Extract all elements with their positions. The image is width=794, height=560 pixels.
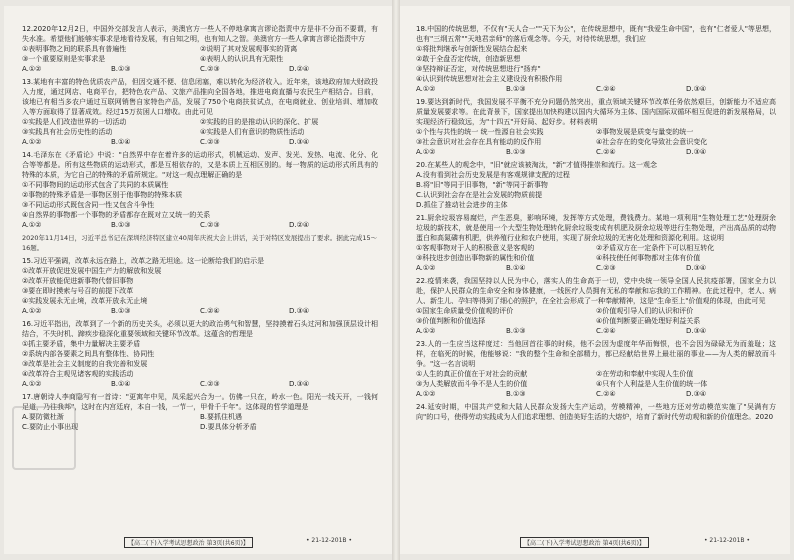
choice: C.②④ — [596, 390, 616, 398]
option: ③为人类解放而斗争不是人生的价值 — [416, 380, 528, 388]
question-stem: 20.在某些人的观念中，"旧"就应该被淘汰，"新"才值得推崇和流行。这一观念 — [416, 161, 658, 169]
option: B.要抓住机遇 — [200, 413, 243, 421]
choice: A.①② — [22, 138, 42, 146]
option: C.要防止小事出现 — [22, 423, 79, 431]
question-21 — [416, 213, 776, 273]
option: ①不同事物间的运动形式包含了共同的本质属性 — [22, 181, 169, 189]
option: ②在劳动和奉献中实现人生价值 — [596, 370, 694, 378]
option-list — [416, 127, 776, 147]
question-stem: 12.2020年12月2日，中国外交部发言人表示，美澳官方一些人不停地拿寓言谬论指责中方是非不分而不要谓，有失水准。希望他们能够实事求是地看待发展，有自知之明，也有知人之智。美澳官方一些人拿寓言谬论指责中方 — [22, 25, 378, 43]
option: ②事物的特殊矛盾是一事物区别于他事物的特殊本质 — [22, 191, 183, 199]
option-list — [22, 117, 378, 137]
option: ①抓主要矛盾，集中力量解决主要矛盾 — [22, 340, 141, 348]
choice: B.①③ — [506, 390, 526, 398]
choice: C.②③ — [200, 65, 220, 73]
question-stem: 18.中国的传统思想，不仅有"天人合一""天下为公"，在传统思想中，既有"我爱生命中国"，也有"仁者爱人"等思想，也有"三纲五常""天地君亲师"的落后观念等。今天，对待传统思想，我们应 — [416, 25, 776, 43]
choice: C.②③ — [200, 221, 220, 229]
option: D.抓住了推动社会进步的主体 — [416, 201, 508, 209]
choice: D.②④ — [289, 65, 310, 73]
exam-page-left — [4, 6, 392, 554]
question-stem: 19.要达到新时代，我国发展不平衡不充分问题仍然突出，重点领域关键环节改革任务依然艰巨，创新能力不适应高质量发展要求等。在此背景下，国家提出加快构建以国内大循环为主体、国内国际双循环相互促进的新发展格局，以实现经济行稳致远，为"十四五"开好局、起好步。材料表明 — [416, 98, 776, 126]
option: ①改革开放促进发展中国生产力的解放和发展 — [22, 267, 162, 275]
question-stem: 23.人的一生应当这样度过：当他回首往事的时候，他不会因为虚度年华而悔恨，也不会因为碌碌无为而羞耻；这样，在临死的时候，他能够说："我的整个生命和全部精力，都已经献给世界上最壮丽的事业——为人类的解放而斗争。"这一名言说明 — [416, 340, 776, 368]
option: D.要具体分析矛盾 — [200, 423, 257, 431]
question-16 — [22, 319, 378, 389]
choice: C.②④ — [596, 148, 616, 156]
option: ③坚持辩证否定，对传统思想进行"扬弃" — [416, 65, 541, 73]
question-stem: 21.厨余垃圾容易腐烂，产生恶臭，影响环境，发挥等方式处理，费钱费力。某地一项利用"生物处理工艺"处理厨余垃圾的新技术，就是使用一个大型生物处理转化厨余垃圾变成有机肥及厨余垃圾等进行生物处理，产出高品质的动物蛋白和高氮磷有机肥，供养殖行业和农户使用，实现了厨余垃圾的无害化处理和资源化利用。这说明 — [416, 214, 776, 242]
choice: B.①③ — [506, 148, 526, 156]
option: ③改革是社会主义制度的自我完善和发展 — [22, 360, 148, 368]
footer-code: • 21-12-201B • — [703, 537, 750, 544]
answer-choices — [22, 64, 378, 74]
question-stem: 13.某地有丰富的特色优质农产品，但因交通不便、信息闭塞，难以转化为经济收入。近年来，该地政府加大财政投入力度，通过网店、电商平台，把特色农产品、文旅产品推向全国各地，推进电商直播与农民生产相结合。目前，该地已有相当多农户通过互联网销售自家特色产品，发展了750个电商扶贫试点，在电商就业、创业培训、增加收入等方面取得了显著成效。经过15万贫困人口增收。由此可见 — [22, 78, 378, 116]
answer-choices — [416, 263, 776, 273]
option: ③实践具有社会历史性的活动 — [22, 128, 113, 136]
option: ④实践发展永无止境，改革开放永无止境 — [22, 297, 148, 305]
question-23 — [416, 339, 776, 399]
choice: A.①② — [22, 65, 42, 73]
option: ④社会存在的变化导致社会意识变化 — [596, 138, 708, 146]
option: ①客观事物对于人的积极意义是客观的 — [416, 244, 535, 252]
choice: C.②④ — [200, 307, 220, 315]
choice: B.①③ — [111, 221, 131, 229]
option-list — [416, 369, 776, 389]
option: C.认识到社会存在是社会发展的物质前提 — [416, 191, 543, 199]
footer-code: • 21-12-201B • — [305, 537, 352, 544]
answer-choices — [22, 379, 378, 389]
choice: A.①② — [416, 390, 436, 398]
choice: D.③④ — [289, 307, 310, 315]
question-18 — [416, 24, 776, 94]
option: ③科技进步创造出事物新的属性和价值 — [416, 254, 535, 262]
answer-choices — [22, 137, 378, 147]
choice: D.③④ — [686, 148, 707, 156]
answer-choices — [416, 326, 776, 336]
answer-choices — [416, 84, 776, 94]
question-19 — [416, 97, 776, 157]
choice: B.①③ — [111, 65, 131, 73]
option: ④实践是人们有意识的物质性活动 — [200, 128, 305, 136]
choice: C.②④ — [596, 327, 616, 335]
answer-choices — [416, 389, 776, 399]
choice: B.①④ — [506, 264, 526, 272]
material-note: 2020年11月14日，习近平总书记在深圳经济特区建立40周年庆祝大会上讲话，关于对特区发展提出了要求。据此完成15～16题。 — [22, 234, 378, 252]
option: ①将批判继承与创新性发展结合起来 — [416, 45, 528, 53]
choice: B.①③ — [506, 327, 526, 335]
choice: C.②③ — [200, 138, 220, 146]
choice: C.②③ — [200, 380, 220, 388]
option: ④只有个人利益是人生价值的统一体 — [596, 380, 708, 388]
choice: C.②④ — [596, 85, 616, 93]
choice: D.③④ — [686, 264, 707, 272]
question-24 — [416, 402, 776, 422]
option: ②说明了其对发展观事实的背离 — [200, 45, 298, 53]
choice: A.①② — [416, 148, 436, 156]
question-stem: 14.毛泽东在《矛盾论》中说："自然界中存在着许多的运动形式，机械运动、发声、发光、发热、电流、化分、化合等等都是。所有这些物质的运动形式，都是互相依存的，又是本质上互相区别的。每一物质的运动形式所具有的特殊的本质，为它自己的特殊的矛盾所规定。"对这一观点理解正确的是 — [22, 151, 378, 179]
option: A.要防微杜渐 — [22, 413, 64, 421]
choice: B.①③ — [111, 307, 131, 315]
option: ①个性与共性的统一 统一性源自社会实践 — [416, 128, 544, 136]
option: ①实践是人们改造世界的一切活动 — [22, 118, 127, 126]
option: ①表明事物之间的联系具有普遍性 — [22, 45, 127, 53]
option-list — [416, 306, 776, 326]
answer-choices — [416, 147, 776, 157]
footer-title: 【高二(下)入学考试思想政治 第3页(共6页)】 — [124, 537, 253, 548]
page-footer — [4, 537, 392, 548]
option: ①人生的真正价值在于对社会的贡献 — [416, 370, 528, 378]
answer-choices — [22, 306, 378, 316]
option: ②改革开放能促进新事物代替旧事物 — [22, 277, 134, 285]
answer-choices — [22, 220, 378, 230]
question-20 — [416, 160, 776, 210]
option: ③价值判断和价值选择 — [416, 317, 486, 325]
choice: B.①④ — [111, 380, 131, 388]
choice: D.③④ — [289, 380, 310, 388]
option: ②矛盾双方在一定条件下可以相互转化 — [596, 244, 715, 252]
choice: D.③④ — [686, 85, 707, 93]
option: ③社会意识对社会存在具有能动的反作用 — [416, 138, 542, 146]
question-22 — [416, 276, 776, 336]
option: ②敢于全盘否定传统，创造新思想 — [416, 55, 521, 63]
question-stem: 15.习近平强调，改革永远在路上，改革之路无坦途。这一论断给我们的启示是 — [22, 257, 265, 265]
option: ②事物发展是质变与量变的统一 — [596, 128, 694, 136]
option: ④科技使任何事物都对主体有价值 — [596, 254, 701, 262]
footer-title: 【高二(下)入学考试思想政治 第4页(共6页)】 — [520, 537, 649, 548]
option: ④认识到传统思想对社会主义建设没有积极作用 — [416, 75, 563, 83]
option: ④表明人的认识具有无限性 — [200, 55, 284, 63]
choice: D.③④ — [289, 138, 310, 146]
choice: D.③④ — [686, 327, 707, 335]
option: A.没有看到社会历史发展是有客观规律支配的过程 — [416, 171, 570, 179]
page-footer — [400, 537, 790, 548]
option: B.将"旧"等同于旧事物，"新"等同于新事物 — [416, 181, 548, 189]
exam-page-right — [400, 6, 790, 554]
option: ③要在即时摸索与号召的前提下改革 — [22, 287, 134, 295]
page-fold — [392, 0, 400, 560]
choice: A.①② — [22, 307, 42, 315]
option: ③不同运动形式既包含同一性又包含斗争性 — [22, 201, 155, 209]
option: ②系统内部各要素之间具有整体性、协同性 — [22, 350, 155, 358]
option: ②价值观引导人们的认识和评价 — [596, 307, 694, 315]
option: ④价值判断要正确处理好利益关系 — [596, 317, 701, 325]
choice: D.②④ — [289, 221, 310, 229]
choice: A.①② — [22, 380, 42, 388]
question-stem: 22.疫情来袭，我国坚持以人民为中心，落实人的生命高于一切，党中央统一领导全国人民抗疫部署，国家全力以赴，保护人民群众的生命安全和身体健康，一线医疗人员拥有无私的奉献和忘我的工作精神。在此过程中，老人、病人、新生儿、孕妇等得到了细心的照护，在全社会形成了一种奉献精神，这是"生命至上"价值观的体现，由此可见 — [416, 277, 776, 305]
question-14 — [22, 150, 378, 230]
option: ③一个重要原则是实事求是 — [22, 55, 106, 63]
choice: A.①② — [416, 327, 436, 335]
question-stem: 16.习近平指出，改革到了一个新的历史关头，必须以更大的政治勇气和智慧，坚持摸着石头过河和加强顶层设计相结合，不失时机、蹄疾步稳深化重要领域和关键环节改革。这蕴含的哲理是 — [22, 320, 378, 338]
choice: C.②③ — [596, 264, 616, 272]
option: ①国家生命质量受价值观的评价 — [416, 307, 514, 315]
option: ②实践的目的是推动认识的深化、扩展 — [200, 118, 319, 126]
choice: D.③④ — [686, 390, 707, 398]
question-stem: 17.唐朝诗人李商隐写有一首诗："更寓年中见，凤采起兴合为一。仿佛一只在，岭水一色。阳光一线天开，一钱何足道，乃往我邦"，这时在内宫廷府，本自一钱，一节一，甲骨千千年"。这体现的哲学道理是 — [22, 393, 378, 411]
question-15 — [22, 256, 378, 316]
choice: B.①③ — [506, 85, 526, 93]
choice: A.①② — [22, 221, 42, 229]
option-list — [416, 243, 776, 263]
question-12 — [22, 24, 378, 74]
choice: B.①④ — [111, 138, 131, 146]
choice: A.①② — [416, 85, 436, 93]
watermark-stamp — [12, 406, 76, 470]
option: ④自然界的事物都一个事物的矛盾都存在既对立又统一的关系 — [22, 211, 211, 219]
option: ④改革符合主观见诸客观的实践活动 — [22, 370, 134, 378]
option-list — [22, 44, 378, 64]
question-13 — [22, 77, 378, 147]
choice: A.①② — [416, 264, 436, 272]
question-stem: 24.延安时期，中国共产党和大陆人民群众发扬大生产运动，劳模精神，一些地方还对劳动模范实施了"吴满有方向"的口号，使得劳动实践成为人们追求理想、创造美好生活的大熔炉，培育了新时代劳动观和新的价值理念。2020 — [416, 403, 776, 421]
